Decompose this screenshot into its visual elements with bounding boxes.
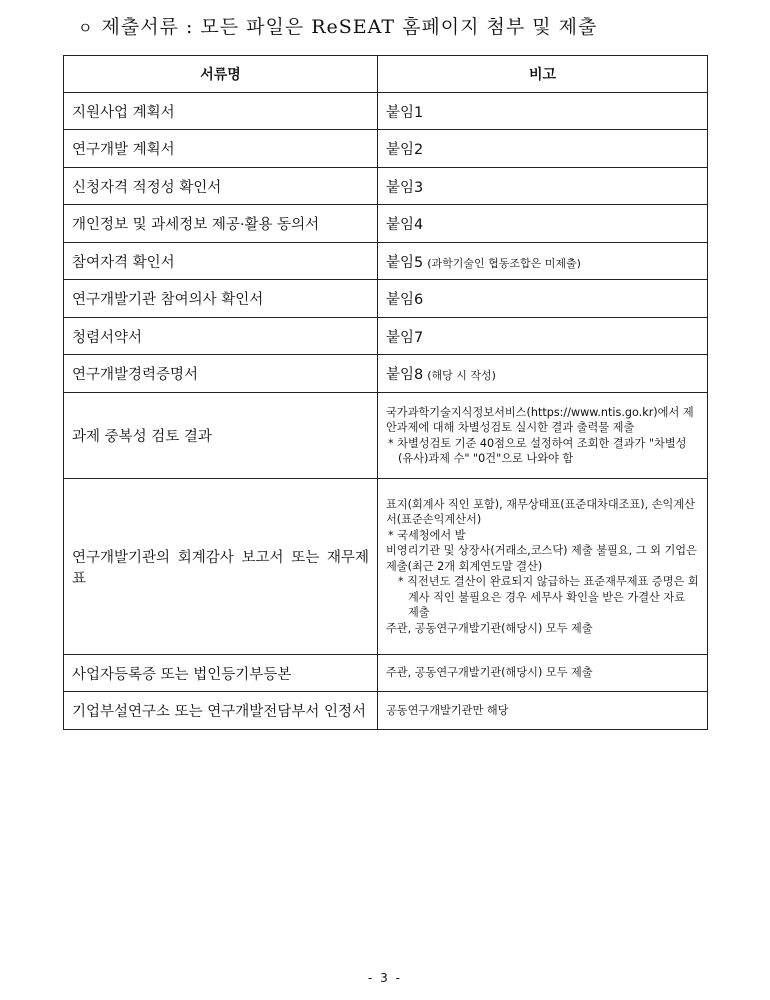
document-name: 지원사업 계획서	[64, 93, 378, 130]
document-name: 사업자등록증 또는 법인등기부등본	[64, 655, 378, 692]
note-main: 붙임2	[386, 142, 424, 158]
note-line: * 국세청에서 발	[388, 528, 466, 542]
column-header-name: 서류명	[64, 56, 378, 93]
document-note	[378, 692, 708, 730]
heading-text: 제출서류 : 모든 파일은 ReSEAT 홈페이지 첨부 및 제출	[101, 16, 598, 38]
document-name: 청렴서약서	[64, 318, 378, 355]
document-note	[378, 205, 708, 243]
note-main: 붙임1	[386, 104, 424, 121]
table-row	[64, 393, 708, 479]
documents-table	[63, 55, 708, 730]
document-note	[378, 130, 708, 168]
table-header-row	[64, 56, 708, 93]
note-main: 붙임4	[386, 217, 424, 233]
table-row	[64, 168, 708, 205]
table-row	[64, 205, 708, 243]
document-note	[378, 93, 708, 130]
document-name: 연구개발기관의 회계감사 보고서 또는 재무제표	[64, 479, 378, 655]
document-note	[378, 479, 708, 655]
document-name: 기업부설연구소 또는 연구개발전담부서 인정서	[64, 692, 378, 730]
note-main: 붙임5	[386, 254, 424, 271]
table-row	[64, 355, 708, 393]
note-line: * 직전년도 결산이 완료되지 않급하는 표준재무제표 증명은 회계사 직인 불필요은 경우 세무사 확인을 받은 가결산 자료 제출	[398, 575, 699, 620]
note-line: 주관, 공동연구개발기관(해당시) 모두 제출	[386, 621, 593, 635]
document-note	[378, 280, 708, 318]
table-row	[64, 692, 708, 730]
bullet-icon: ㅇ	[78, 19, 94, 37]
document-name: 연구개발 계획서	[64, 130, 378, 168]
note-main: 붙임8	[386, 367, 424, 383]
document-note	[378, 355, 708, 393]
section-heading	[78, 12, 597, 39]
document-note	[378, 243, 708, 280]
note-main: 붙임3	[386, 179, 424, 196]
note-line: 국가과학기술지식정보서비스(https://www.ntis.go.kr)에서 제안과제에 대해 차별성검토 실시한 결과 출력물 제출	[386, 405, 694, 434]
note-line: * 차별성검토 기준 40점으로 설정하여 조회한 결과가 "차별성(유사)과제 수" "0건"으로 나와야 함	[388, 436, 687, 465]
table-row	[64, 280, 708, 318]
document-name: 참여자격 확인서	[64, 243, 378, 280]
document-note	[378, 168, 708, 205]
table-row	[64, 93, 708, 130]
document-note	[378, 655, 708, 692]
table-row	[64, 655, 708, 692]
table-row	[64, 243, 708, 280]
document-note	[378, 318, 708, 355]
document-name: 연구개발경력증명서	[64, 355, 378, 393]
document-note	[378, 393, 708, 479]
note-line: 주관, 공동연구개발기관(해당시) 모두 제출	[386, 666, 593, 680]
note-main: 붙임6	[386, 292, 424, 308]
table-row	[64, 479, 708, 655]
note-main: 붙임7	[386, 329, 424, 346]
note-sub: (해당 시 작성)	[427, 369, 496, 382]
note-line: 표지(회계사 직인 포함), 재무상태표(표준대차대조표), 손익계산서(표준손익계산서)	[386, 497, 695, 527]
document-name: 연구개발기관 참여의사 확인서	[64, 280, 378, 318]
document-name: 과제 중복성 검토 결과	[64, 393, 378, 479]
document-name: 개인정보 및 과세정보 제공·활용 동의서	[64, 205, 378, 243]
document-name: 신청자격 적정성 확인서	[64, 168, 378, 205]
note-sub: (과학기술인 협동조합은 미제출)	[427, 256, 581, 270]
note-line: 비영리기관 및 상장사(거래소,코스닥) 제출 불필요, 그 외 기업은 제출(최근 2개 회계연도말 결산)	[386, 544, 697, 573]
note-line: 공동연구개발기관만 해당	[386, 703, 509, 717]
page-number: - 3 -	[368, 971, 402, 985]
table-row	[64, 318, 708, 355]
column-header-note: 비고	[378, 56, 708, 93]
table-row	[64, 130, 708, 168]
